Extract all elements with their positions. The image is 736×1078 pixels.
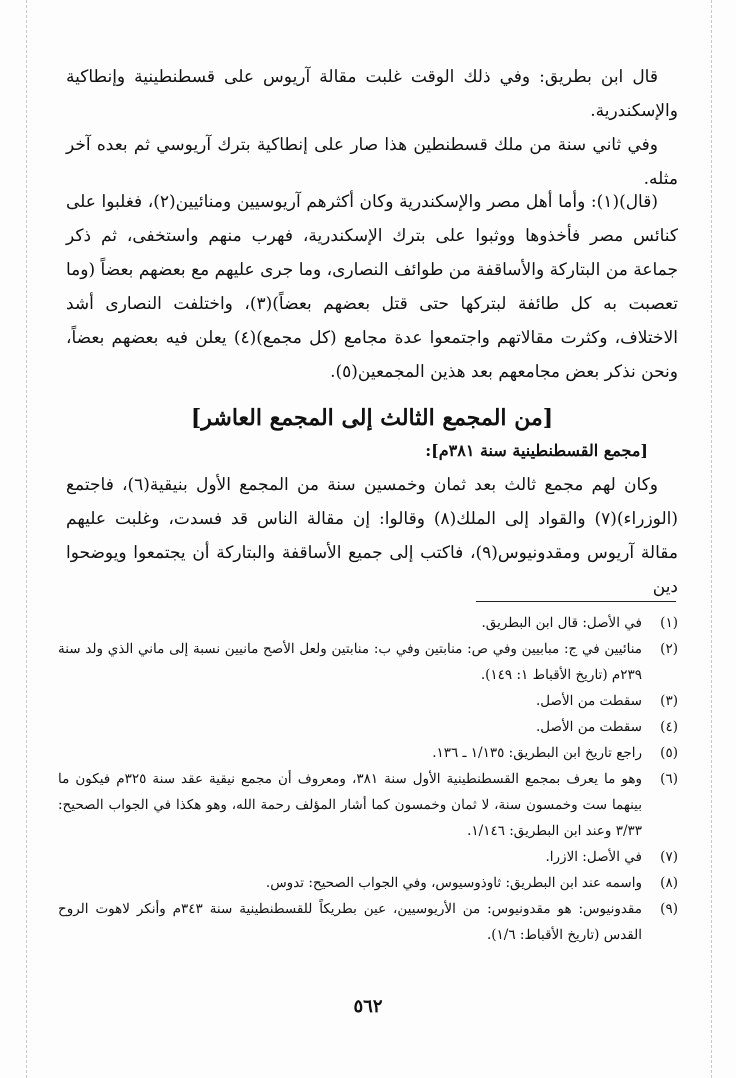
footnote-item (58, 740, 678, 766)
footnote-item (58, 636, 678, 688)
footnote-number: (٧) (660, 849, 678, 865)
footnote-number: (٥) (660, 745, 678, 761)
footnote-number: (٤) (660, 719, 678, 735)
footnote-text: في الأصل: الازرا. (545, 849, 642, 865)
footnote-divider (476, 601, 676, 602)
footnote-text: سقطت من الأصل. (536, 693, 642, 709)
footnote-number: (١) (660, 615, 678, 631)
footnote-number: (٢) (660, 641, 678, 657)
left-margin-guide (26, 0, 27, 1078)
right-margin-guide (711, 0, 712, 1078)
page-number: ٥٦٢ (353, 996, 383, 1017)
footnote-text: في الأصل: قال ابن البطريق. (481, 615, 642, 631)
footnote-text: راجع تاريخ ابن البطريق: ١/١٣٥ ـ ١٣٦. (432, 745, 642, 761)
footnote-text: وهو ما يعرف بمجمع القسطنطينية الأول سنة ٣٨١، ومعروف أن مجمع نيقية عقد سنة ٣٢٥م فيكون ما بينهما ست وخمسون سنة، لا ثمان وخمسون كما أشار المؤلف رحمة الله، وهو هكذا في الجواب الصحيح: ٣/٣٣ وعند ابن البطريق: ١/١٤٦. (58, 771, 642, 839)
footnote-item (58, 896, 678, 948)
section-heading: [من المجمع الثالث إلى المجمع العاشر] (190, 405, 554, 431)
footnote-text: مقدونيوس: هو مقدونيوس: من الأريوسيين، عين بطريكاً للقسطنطينية سنة ٣٤٣م وأنكر لاهوت الروح القدس (تاريخ الأقباط: ١/٦). (58, 901, 642, 943)
footnote-item (58, 766, 678, 844)
footnote-number: (٨) (660, 875, 678, 891)
footnote-number: (٩) (660, 901, 678, 917)
footnote-number: (٣) (660, 693, 678, 709)
footnote-item (58, 870, 678, 896)
paragraph-egypt-alexandria: (قال)(١): وأما أهل مصر والإسكندرية وكان أكثرهم آريوسيين ومنائيين(٢)، فغلبوا على كنائس مصر فأخذوها ووثبوا على بترك الإسكندرية، فهرب منهم واستخفى، ثم ذكر جماعة من البتاركة والأساقفة من طوائف النصارى، وما جرى عليهم مع بعضهم بعضاً (وما تعصبت به كل طائفة لبتركها حتى قتل بعضهم بعضاً)(٣)، واختلفت النصارى أشد الاختلاف، وكثرت مقالاتهم واجتمعوا عدة مجامع (كل مجمع)(٤) يعلن فيه بعضهم بعضاً، ونحن نذكر بعض مجامعهم بعد هذين المجمعين(٥). (66, 192, 678, 382)
footnotes-list (58, 610, 678, 948)
paragraph-4-block (66, 468, 678, 604)
footnote-item (58, 714, 678, 740)
footnote-item (58, 688, 678, 714)
footnote-text: سقطت من الأصل. (536, 719, 642, 735)
footnote-number: (٦) (660, 771, 678, 787)
footnote-text: منائيين في ج: مبابيين وفي ص: منابتين وفي ب: منابتين ولعل الأصح مانيين نسبة إلى ماني الذي ولد سنة ٢٣٩م (تاريخ الأقباط ١: ١٤٩). (58, 641, 642, 683)
footnote-item (58, 610, 678, 636)
paragraph-third-council: وكان لهم مجمع ثالث بعد ثمان وخمسين سنة من المجمع الأول بنيقية(٦)، فاجتمع (الوزراء)(٧) والقواد إلى الملك(٨) وقالوا: إن مقالة الناس قد فسدت، وغلبت عليهم مقالة آريوس ومقدونيوس(٩)، فاكتب إلى جميع الأساقفة والبتاركة أن يجتمعوا ويوضحوا دين (66, 475, 678, 597)
section-subheading: [مجمع القسطنطينية سنة ٣٨١م]: (425, 441, 648, 460)
footnote-item (58, 844, 678, 870)
paragraph-ibn-batriq: قال ابن بطريق: وفي ذلك الوقت غلبت مقالة آريوس على قسطنطينية وإنطاكية والإسكندرية. (66, 67, 678, 121)
paragraph-1-block (66, 60, 678, 128)
footnote-text: واسمه عند ابن البطريق: ثاوذوسيوس، وفي الجواب الصحيح: تدوس. (265, 875, 642, 891)
paragraph-second-year: وفي ثاني سنة من ملك قسطنطين هذا صار على إنطاكية بترك آريوسي ثم بعده آخر مثله. (66, 135, 678, 189)
paragraph-3-block (66, 185, 678, 389)
